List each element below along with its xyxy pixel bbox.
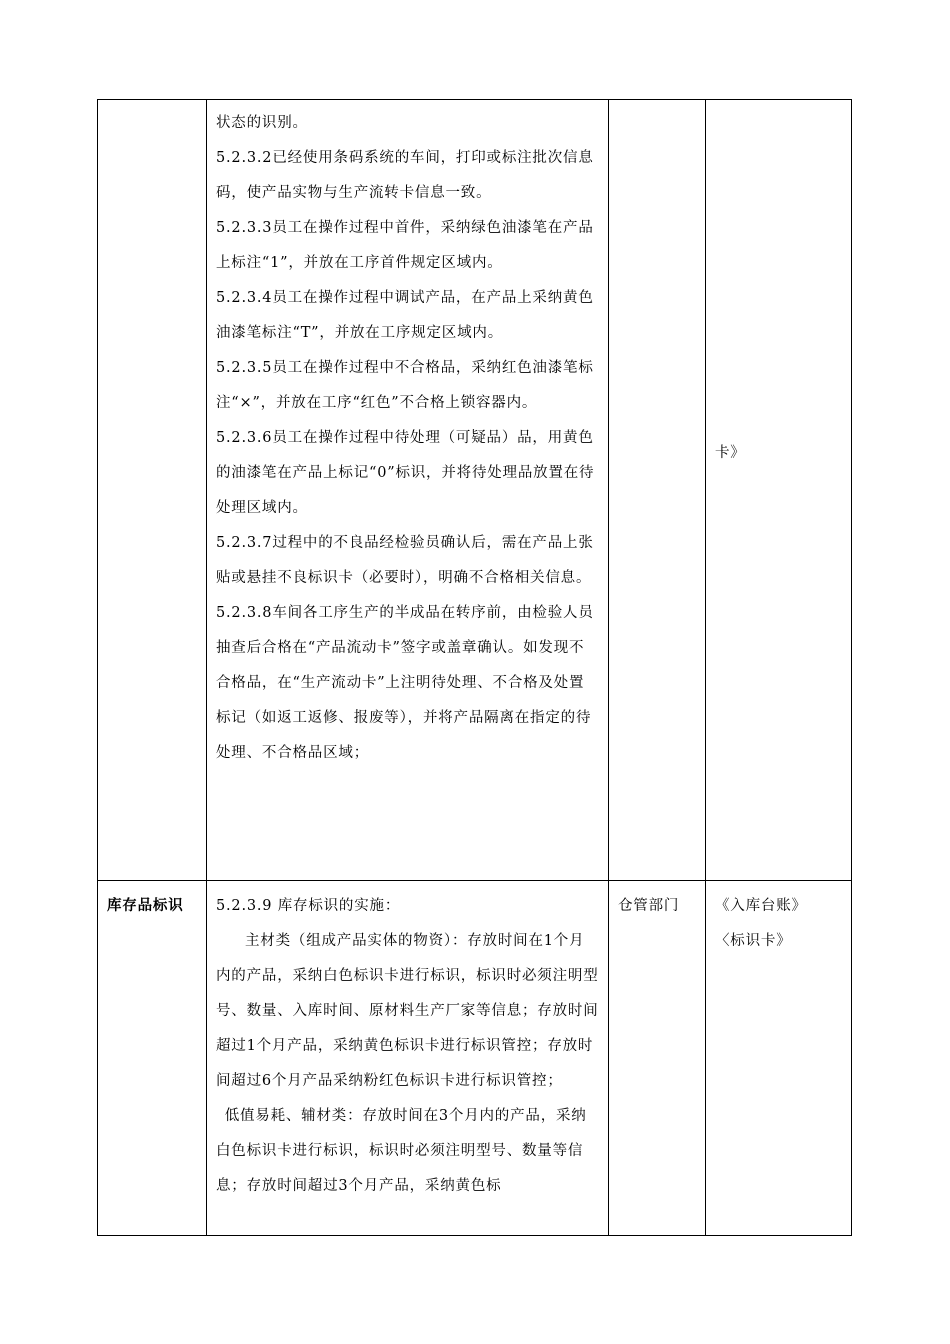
paragraph-5-2-3-5: 5.2.3.5员工在操作过程中不合格品，采纳红色油漆笔标注“×”，并放在工序“红色”不合格上锁容器内。 [216, 360, 594, 411]
paragraph-5-2-3-8: 5.2.3.8车间各工序生产的半成品在转序前，由检验人员抽查后合格在“产品流动卡”签字或盖章确认。如发现不合格品，在“生产流动卡”上注明待处理、不合格及处置标记（如返工返修、报废等），并将产品隔离在指定的待处理、不合格品区域； [216, 605, 594, 761]
record-identification-card: 〈标识卡》 [715, 933, 792, 949]
table-row [98, 881, 852, 1236]
row-label-inventory-identification [98, 881, 207, 1236]
department-cell-empty [609, 100, 706, 881]
record-cell [706, 100, 852, 881]
department-cell [609, 881, 706, 1236]
procedure-table [97, 99, 852, 1236]
paragraph-5-2-3-3: 5.2.3.3员工在操作过程中首件，采纳绿色油漆笔在产品上标注“1”，并放在工序首件规定区域内。 [216, 220, 594, 271]
table-row [98, 100, 852, 881]
paragraph-5-2-3-6: 5.2.3.6员工在操作过程中待处理（可疑品）品，用黄色的油漆笔在产品上标记“0”标识，并将待处理品放置在待处理区域内。 [216, 430, 595, 516]
department-text: 仓管部门 [618, 898, 680, 914]
label-cell-empty [98, 100, 207, 881]
paragraph-aux-material: 低值易耗、辅材类：存放时间在3个月内的产品，采纳白色标识卡进行标识，标识时必须注明型号、数量等信息；存放时间超过3个月产品，采纳黄色标 [216, 1108, 587, 1194]
paragraph-5-2-3-7: 5.2.3.7过程中的不良品经检验员确认后，需在产品上张贴或悬挂不良标识卡（必要时），明确不合格相关信息。 [216, 535, 594, 586]
record-inbound-ledger: 《入库台账》 [715, 898, 807, 914]
content-cell [207, 100, 609, 881]
paragraph-5-2-3-9-heading: 5.2.3.9 库存标识的实施： [216, 898, 401, 914]
record-text: 卡》 [715, 445, 746, 461]
paragraph-main-material: 主材类（组成产品实体的物资）：存放时间在1个月内的产品，采纳白色标识卡进行标识，标识时必须注明型号、数量、入库时间、原材料生产厂家等信息；存放时间超过1个月产品，采纳黄色标识卡进行标识管控；存放时间超过6个月产品采纳粉红色标识卡进行标识管控； [216, 933, 599, 1089]
paragraph-5-2-3-4: 5.2.3.4员工在操作过程中调试产品，在产品上采纳黄色油漆笔标注“T”，并放在工序规定区域内。 [216, 290, 594, 341]
record-cell [706, 881, 852, 1236]
paragraph-5-2-3-2: 5.2.3.2已经使用条码系统的车间，打印或标注批次信息码，使产品实物与生产流转卡信息一致。 [216, 150, 594, 201]
paragraph-status-identification: 状态的识别。 [216, 115, 308, 131]
content-cell [207, 881, 609, 1236]
row-label-text: 库存品标识 [107, 898, 184, 914]
